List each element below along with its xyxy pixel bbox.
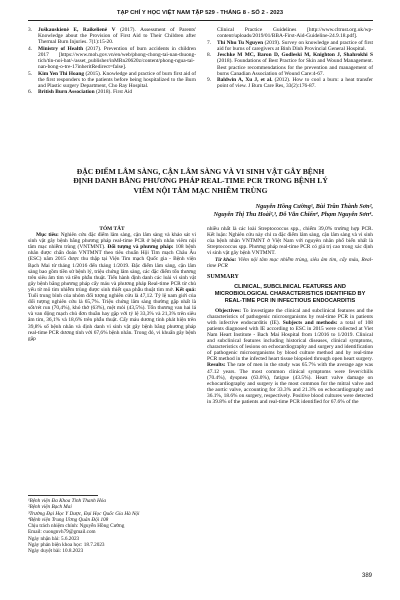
email: Email: cuongnvh79@gmail.com (28, 529, 96, 536)
methods-label-vi: Đối tượng và phương pháp: (107, 244, 174, 251)
objectives-label-en: Objectives: (215, 307, 242, 314)
methods-label-en: Subjects and methods: (282, 319, 338, 326)
methods-text-vi: 108 bệnh nhân được chẩn đoán VNTMNT theo tiêu chuẩn Hội Tim mạch Châu Âu (ESC) năm 2015 được thu thập tại Viện Tim mạch Quốc gia - Bệnh viện Bạch Mai từ tháng 1/2016 đến tháng 1/2019. Đặc điểm lâm sàng, cận lâm sàng bao gồm tiền sử bệnh lý, triệu chứng lâm sàng, các đặc điểm tổn thương trên siêu âm tim và tiền phẫu thuật. Tiến hành định danh các loài vi sinh vật gây bệnh bằng phương pháp cấy máu và phương pháp Real-time PCR từ chủ yếu từ mô tim nhiễm trùng được sinh thiết qua phẫu thuật tim mở. (28, 244, 196, 293)
reference-item (28, 89, 196, 95)
reference-authors: Jeschke M MC, Baron D, Godleski M, Knighton J, Shahrokhi S (217, 52, 373, 59)
reference-number: 4. (28, 45, 33, 52)
keywords-label: Từ khóa: (215, 256, 237, 263)
affiliation-2: ²Bệnh viện Bạch Mai (28, 504, 72, 511)
objectives-label-vi: Mục tiêu: (36, 232, 59, 239)
reference-number: 6. (28, 89, 33, 96)
title-line: VIÊM NỘI TÂM MẠC NHIỄM TRÙNG (133, 185, 268, 195)
reference-number: 7. (207, 39, 212, 46)
reference-item (28, 71, 196, 89)
corresponding-author: Chịu trách nhiệm chính: Nguyễn Hồng Cường (28, 523, 125, 530)
reference-text (217, 27, 373, 39)
review-date: Ngày phản biện khoa học: 18.7.2023 (28, 542, 105, 549)
results-text-en: The rate of men in the study was 65.7% with the average age was 47.12 years. The most common clinical symptoms were fever/chills (70.4%), dyspnea (63.0%), fatigue (43.5%). Heart valve damage on echocardiography and surgery is the most common for the mitral valve and the aortic valve, accounting for 33.3% and 21.3% on echocardiography and 36.1%, 18.6% on surgery, respectively. Positive blood cultures were detected in 39.8% of the patients and real-time PCR identified for 67.6% of the (207, 362, 373, 406)
tomtat-heading: TÓM TẮT (99, 226, 125, 232)
reference-text (38, 46, 196, 70)
abstract-vi-continued: nhiều nhất là các loài Streptococcus spp., chiếm 39,0% trường hợp PCR. Kết luận: Nghiên cứu này chỉ ra đặc điểm lâm sàng, cận lâm sàng và vi sinh của bệnh nhân VNTMNT ở Việt Nam với nguyên nhân phổ biến nhất là Streptococcus spp. Phương pháp real-time PCR có giá trị cao trong xác định vi sinh vật gây bệnh VNTMNT. (207, 226, 373, 257)
received-date: Ngày nhận bài: 5.6.2023 (28, 535, 80, 542)
reference-number (207, 27, 217, 39)
results-label-vi: Kết quả: (175, 286, 197, 293)
reference-authors: Thi Nhu Tu Nguyen (217, 39, 264, 46)
objectives-text-en: To investigate the clinical and subclinical features and the characteristics of pathogenic microorganisms by real-time PCR in patients with infective endocarditis (IE). (207, 307, 373, 326)
reference-item (28, 46, 196, 70)
results-label-en: Results: (207, 362, 226, 369)
reference-number: 8. (207, 52, 212, 59)
references-right-column (207, 27, 373, 90)
reference-authors: Baldwin A, Xu J, et al. (217, 77, 273, 84)
reference-details: (2012). How to cool a burn: a heat transfer point of view. J Burn Care Res, 33(2):176-87. (217, 77, 373, 90)
reference-text (38, 89, 196, 95)
reference-item (207, 52, 373, 76)
reference-authors: Ministry of Health (38, 45, 84, 52)
reference-authors: Juškauskienė E, Raikelienė V (38, 27, 116, 33)
reference-number: 5. (28, 70, 33, 77)
reference-item (28, 27, 196, 45)
authors-line: Nguyễn Thị Thu Hoài²,³, Đỗ Văn Chiến⁴, Phạm Nguyên Sơn⁴. (213, 211, 373, 219)
accepted-date: Ngày duyệt bài: 10.8.2023 (28, 548, 84, 555)
reference-details: (2015). Knowledge and practice of burn first aid of the first responders to the patients before being hospitalized to the Burn and Plastic surgery Department, Cho Ray Hospital. (38, 70, 197, 89)
affiliation-1: ¹Bệnh viện Đa Khoa Tỉnh Thanh Hóa (28, 498, 106, 504)
reference-text (38, 27, 196, 45)
reference-item (207, 40, 373, 52)
abstract-right-column (207, 226, 373, 406)
references-left-column (28, 27, 196, 96)
article-title (28, 167, 373, 195)
reference-item (207, 27, 373, 39)
running-header: TẠP CHÍ Y HỌC VIỆT NAM TẬP 529 - THÁNG 8 - SỐ 2 - 2023 (116, 10, 284, 16)
reference-authors: British Burn Association (38, 89, 95, 96)
results-text-vi: Tuổi trung bình của nhóm đối tượng nghiên cứu là 47,12. Tỷ lệ nam giới của đối tượng nghiên cứu là 65,7%. Triệu chứng lâm sàng thường gặp nhất là sốt/rét run (70,4%), khó thở (63%), mệt mỏi (43,5%). Tổn thương van hai lá và van động mạch chủ đơn thuần hay gặp với tỷ lệ 33,3% và 21,3% trên siêu âm tim, 36,1% và 18,6% trên phẫu thuật. Cấy máu dương tính phát hiện trên 39,8% số bệnh nhân và định danh vi sinh vật gây bệnh bằng phương pháp real-time PCR dương tính với 67,6% bệnh nhân. Trong đó, vi khuẩn gây bệnh gặp (28, 293, 196, 342)
reference-text (217, 52, 373, 76)
summary-heading: SUMMARY (207, 274, 239, 281)
reference-details: (2018). Foundations of Best Practice for Skin and Wound Management. Best practice recommendations for the prevention and management of burns Canadian Association of Wound Care:4-67. (217, 58, 373, 77)
english-title: CLINICAL, SUBCLINICAL FEATURES AND MICROBIOLOGICAL CHARACTERISTICS IDENTIFIED BY REAL-TIME PCR IN INFECTIOUS ENDOCARDITIS (214, 284, 366, 304)
footnotes (28, 498, 196, 555)
header-rule (28, 20, 373, 21)
reference-text (217, 77, 373, 89)
authors-line: Nguyễn Hồng Cường¹, Bùi Trần Thành Sơn², (255, 203, 373, 210)
reference-item (207, 77, 373, 89)
affiliation-3: ³Trường Đại Học Y Dược, Đại Học Quốc Gia Hà Nội (28, 510, 140, 517)
methods-text-en: a total of 108 patients diagnosed with IE according to ESC in 2015 were collected at Viet Nam Heart Institute - Bach Mai Hospital from 1/2016 to 1/2019. Clinical and subclinical features including historical diseases, clinical symptoms, characteristics of lesions on echocardiography and surgery and identification of pathogenic microorganisms by blood culture method and by real-time PCR method in the infected heart tissue biopsied through open heart surgery. (207, 319, 374, 363)
reference-text (38, 71, 196, 89)
objectives-text-vi: Nghiên cứu đặc điểm lâm sàng, cận lâm sàng và khảo sát vi sinh vật gây bệnh bằng phương pháp real-time PCR ở bệnh nhân viêm nội tâm mạc nhiễm trùng (VNTMNT). (28, 232, 196, 251)
footnote-rule (28, 495, 98, 496)
reference-number: 9. (207, 77, 212, 84)
title-line: ĐỊNH DANH BẰNG PHƯƠNG PHÁP REAL-TIME PCR TRONG BỆNH LÝ (73, 176, 328, 186)
reference-details: (2017). Assessment of Parents' Knowledge about the Provision of First Aid to Their Children after Thermal Burn Injuries. 7(1):15-20. (38, 27, 196, 46)
author-list (28, 203, 373, 219)
title-line: ĐẶC ĐIỂM LÂM SÀNG, CẬN LÂM SÀNG VÀ VI SINH VẬT GÂY BỆNH (76, 167, 325, 176)
reference-details: (2019). Survey on knowledge and practice of first aid for burns of caregivers at Binh Dinh Provincial General Hospital. (217, 39, 373, 52)
reference-details: (2017). Prevention of burn accidents in children 2017 [https://www.moh.gov.vn/en/web/phong-chong-tai-nan-thuong-tich/tin-noi-bat/-/asset_publisher/inMRn20620z/content/phong-ngua-tai-nan-bong-o-tre-17inheritRedirect=false]. (38, 45, 196, 71)
reference-details: Clinical Practice Guidelines [http://www.cltrust.org.uk/wp-content/uploads/2019/01/BBA-First-Aid-Guideline-24.9.18.pdf]. (217, 27, 373, 40)
affiliation-4: ⁴Bệnh viện Trung Ương Quân Đội 108 (28, 516, 109, 523)
reference-text (217, 40, 373, 52)
abstract-vi-column (28, 226, 196, 342)
reference-details: (2018). First Aid (94, 89, 133, 96)
page-number: 389 (361, 573, 372, 579)
reference-authors: Kim Yen Thi Hoang (38, 70, 85, 77)
keywords-text: Viêm nội tâm mạc nhiễm trùng, siêu âm tim, cấy máu, Real-time PCR (207, 256, 373, 270)
reference-number: 3. (28, 27, 33, 33)
